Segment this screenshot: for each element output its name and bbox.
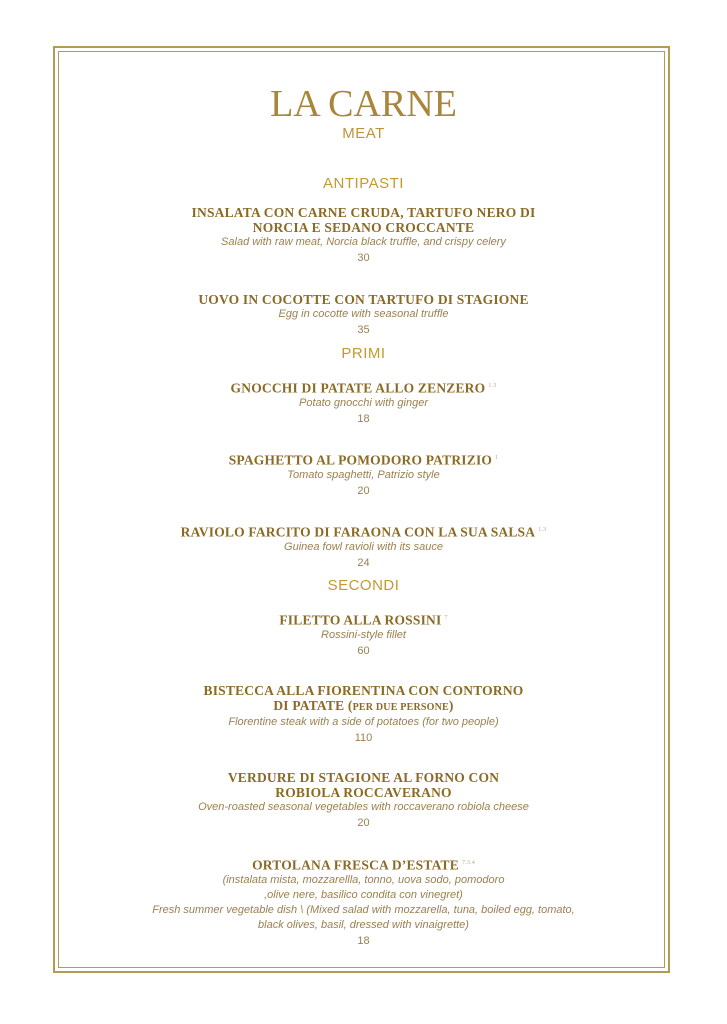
menu-item-ortolana [60,856,667,949]
allergen-note: 7.3.4 [461,860,475,866]
dish-description-line: Fresh summer vegetable dish \ (Mixed salad with mozzarella, tuna, boiled egg, tomato, [152,903,575,916]
dish-name [60,451,667,468]
section-heading-secondi: SECONDI [327,577,400,594]
menu-item-verdure [60,770,667,831]
allergen-note: 1.3 [488,383,497,389]
dish-description-line: ,olive nere, basilico condita con vinegret) [264,888,463,901]
dish-name-line: ROBIOLA ROCCAVERANO [275,785,452,800]
page-title: LA CARNE [270,83,457,125]
menu-item-bistecca [60,683,667,746]
menu-item-uovo [60,292,667,338]
menu-item-raviolo [60,523,667,571]
section-heading-primi: PRIMI [341,345,386,362]
dish-name [60,683,667,715]
dish-price: 20 [357,817,370,829]
dish-name [60,523,667,540]
menu-item-spaghetto [60,451,667,499]
dish-name-smallcaps: PER DUE PERSONE [352,702,449,713]
dish-name [60,856,667,873]
dish-name [60,611,667,628]
section-heading-antipasti: ANTIPASTI [323,175,404,192]
allergen-note: 7 [444,615,448,621]
dish-name-text: GNOCCHI DI PATATE ALLO ZENZERO [230,380,486,396]
dish-description: Tomato spaghetti, Patrizio style [287,468,440,481]
menu-item-filetto [60,611,667,659]
dish-name-text: FILETTO ALLA ROSSINI [279,612,442,628]
dish-name-line [60,698,667,715]
dish-description-line: (instalata mista, mozzarellla, tonno, uova sodo, pomodoro [222,873,505,886]
dish-description: Florentine steak with a side of potatoes (for two people) [228,716,499,728]
dish-name-line: INSALATA CON CARNE CRUDA, TARTUFO NERO DI [191,205,536,220]
dish-price: 20 [357,484,370,497]
dish-price: 30 [357,252,370,264]
dish-description: Rossini-style fillet [321,628,406,641]
allergen-note: 1.3 [538,527,547,533]
dish-name-line: VERDURE DI STAGIONE AL FORNO CON [227,770,500,785]
dish-price: 110 [354,732,373,744]
dish-price: 60 [357,644,370,657]
dish-price: 18 [357,412,370,425]
dish-name-text: ORTOLANA FRESCA D’ESTATE [252,857,459,873]
dish-name [60,205,667,235]
dish-description-line: black olives, basil, dressed with vinaigrette) [258,918,469,931]
allergen-note: 1 [495,455,499,461]
dish-description: Guinea fowl ravioli with its sauce [284,540,443,553]
dish-price: 24 [357,556,370,569]
dish-name-text: SPAGHETTO AL POMODORO PATRIZIO [228,452,493,468]
dish-price: 18 [357,934,370,947]
dish-name-line: BISTECCA ALLA FIORENTINA CON CONTORNO [203,683,524,698]
dish-description: Egg in cocotte with seasonal truffle [278,308,449,320]
page-subtitle: MEAT [342,125,385,142]
dish-name [60,379,667,396]
dish-price: 35 [357,324,370,336]
dish-description: Salad with raw meat, Norcia black truffle, and crispy celery [221,236,506,248]
dish-name: UOVO IN COCOTTE CON TARTUFO DI STAGIONE [198,292,529,307]
dish-name-text: ) [448,698,454,713]
dish-description-en [60,903,667,933]
dish-description: Oven-roasted seasonal vegetables with roccaverano robiola cheese [198,801,529,813]
dish-description-it [60,873,667,903]
dish-name [60,770,667,800]
menu-item-gnocchi [60,379,667,427]
dish-name-line: NORCIA E SEDANO CROCCANTE [252,220,475,235]
dish-name-text: RAVIOLO FARCITO DI FARAONA CON LA SUA SALSA [180,524,536,540]
dish-name-text: DI PATATE ( [273,698,353,713]
menu-item-insalata [60,205,667,266]
dish-description: Potato gnocchi with ginger [298,396,429,409]
